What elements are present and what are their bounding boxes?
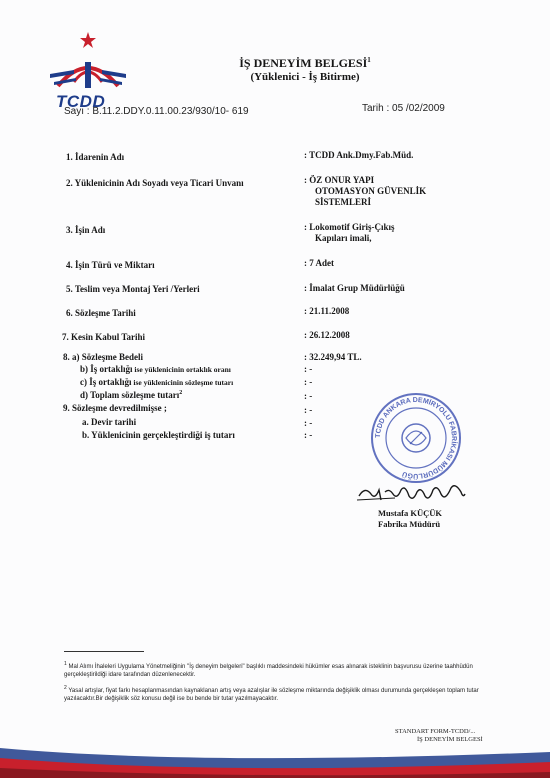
- value-devir-tarihi: : -: [304, 418, 313, 428]
- label-isin-adi: 3. İşin Adı: [66, 225, 106, 235]
- official-stamp-icon: [370, 392, 462, 484]
- label-devir: 9. Sözleşme devredilmişse ;: [63, 403, 167, 413]
- signer-name: Mustafa KÜÇÜK: [378, 508, 442, 518]
- value-teslim-yeri: : İmalat Grup Müdürlüğü: [304, 283, 405, 293]
- label-kesin-kabul: 7. Kesin Kabul Tarihi: [62, 332, 146, 342]
- handwritten-signature-icon: [355, 478, 470, 508]
- label-gerceklestirilen-tutar: b. Yüklenicinin gerçekleştirdiği iş tutarı: [82, 430, 235, 440]
- footnote-divider: [64, 651, 144, 652]
- document-title: İŞ DENEYİM BELGESİ$^1$: [239, 56, 371, 70]
- value-isin-adi-1: : Lokomotif Giriş-Çıkış: [304, 222, 395, 232]
- reference-number: Sayı : B.11.2.DDY.0.11.00.23/930/10- 619: [64, 106, 249, 117]
- label-ortaklik-tutari: c) İş ortaklığı ise yüklenicinin sözleşme tutarı: [80, 377, 234, 387]
- label-teslim-yeri: 5. Teslim veya Montaj Yeri /Yerleri: [66, 284, 200, 294]
- value-yuklenici-1: : ÖZ ONUR YAPI: [304, 175, 375, 185]
- decorative-bottom-band: [0, 718, 550, 778]
- footnote-1: $^1$ Mal Alımı İhaleleri Uygulama Yönetmeliğinin "İş deneyim belgeleri" başlıklı maddesindeki hükümler esas alınarak isteklinin başvurusu üzerine taahhüdün gerçekleştirildiği idare tarafından düzenlenecektir.: [64, 661, 473, 678]
- value-idare: : TCDD Ank.Dmy.Fab.Müd.: [304, 150, 414, 160]
- value-sozlesme-bedeli: : 32.249,94 TL.: [304, 352, 362, 362]
- svg-text:TCDD ANKARA DEMİRYOLU FABRİKAS: TCDD ANKARA DEMİRYOLU FABRİKASI MÜDÜRLÜĞÜ: [374, 396, 458, 480]
- form-label-line-2: İŞ DENEYİM BELGESİ: [417, 736, 483, 743]
- footnote-2: $^2$ Yasal artışlar, fiyat farkı hesaplanmasından kaynaklanan artış veya azalışlar ile sözleşme miktarında değişiklik olması durumunda gerçekleşen toplam tutar yazılacaktır.Bir değişiklik söz konusu değil ise bu bende bir tutar yazılmayacaktır.: [64, 685, 479, 702]
- label-idare: 1. İdarenin Adı: [66, 152, 125, 162]
- label-ortaklik-orani: b) İş ortaklığı ise yüklenicinin ortaklık oranı: [80, 364, 231, 374]
- label-toplam-tutar: d) Toplam sözleşme tutarı$^2$: [80, 390, 183, 400]
- value-isin-adi-2: Kapıları imali,: [315, 233, 372, 243]
- value-devir: : -: [304, 405, 313, 415]
- form-label-line-1: STANDART FORM-TCDD/...: [395, 728, 476, 735]
- label-yuklenici: 2. Yüklenicinin Adı Soyadı veya Ticari Unvanı: [66, 178, 244, 188]
- document-subtitle: (Yüklenici - İş Bitirme): [250, 71, 360, 83]
- value-sozlesme-tarihi: : 21.11.2008: [304, 306, 350, 316]
- label-sozlesme-tarihi: 6. Sözleşme Tarihi: [66, 308, 136, 318]
- logo-text: TCDD: [56, 92, 106, 111]
- label-sozlesme-bedeli: 8. a) Sözleşme Bedeli: [63, 352, 143, 362]
- value-kesin-kabul: : 26.12.2008: [304, 330, 350, 340]
- value-ortaklik-orani: : -: [304, 364, 313, 374]
- value-yuklenici-2: OTOMASYON GÜVENLİK: [315, 186, 427, 196]
- value-gerceklestirilen-tutar: : -: [304, 430, 313, 440]
- label-tur-miktar: 4. İşin Türü ve Miktarı: [66, 260, 155, 270]
- value-toplam-tutar: : -: [304, 391, 313, 401]
- document-date: Tarih : 05 /02/2009: [362, 103, 445, 114]
- value-ortaklik-tutari: : -: [304, 377, 313, 387]
- value-yuklenici-3: SİSTEMLERİ: [315, 197, 372, 207]
- label-devir-tarihi: a. Devir tarihi: [82, 417, 137, 427]
- value-tur-miktar: : 7 Adet: [304, 258, 334, 268]
- signer-title: Fabrika Müdürü: [378, 519, 441, 529]
